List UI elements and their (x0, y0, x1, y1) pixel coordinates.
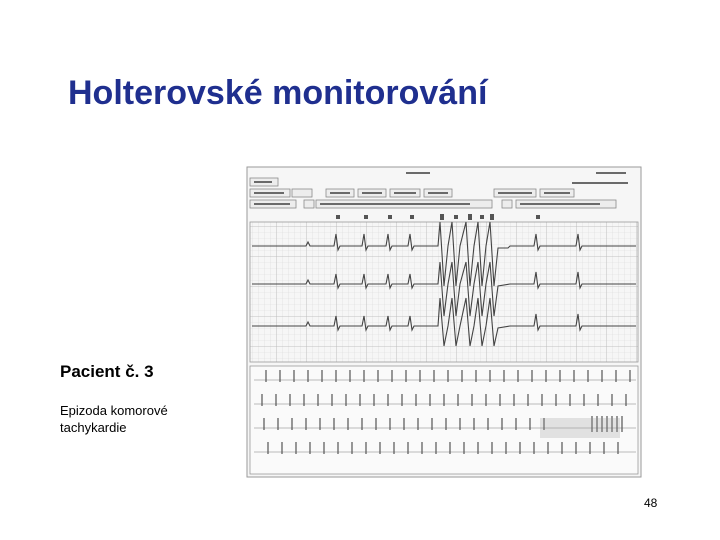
episode-description (60, 402, 230, 436)
patient-label: Pacient č. 3 (60, 362, 154, 381)
page-number: 48 (644, 496, 658, 510)
description-line-1: Epizoda komorové (60, 403, 168, 418)
slide-title: Holterovské monitorování (68, 74, 488, 112)
description-line-2: tachykardie (60, 420, 127, 435)
holter-ecg-image (246, 166, 642, 478)
